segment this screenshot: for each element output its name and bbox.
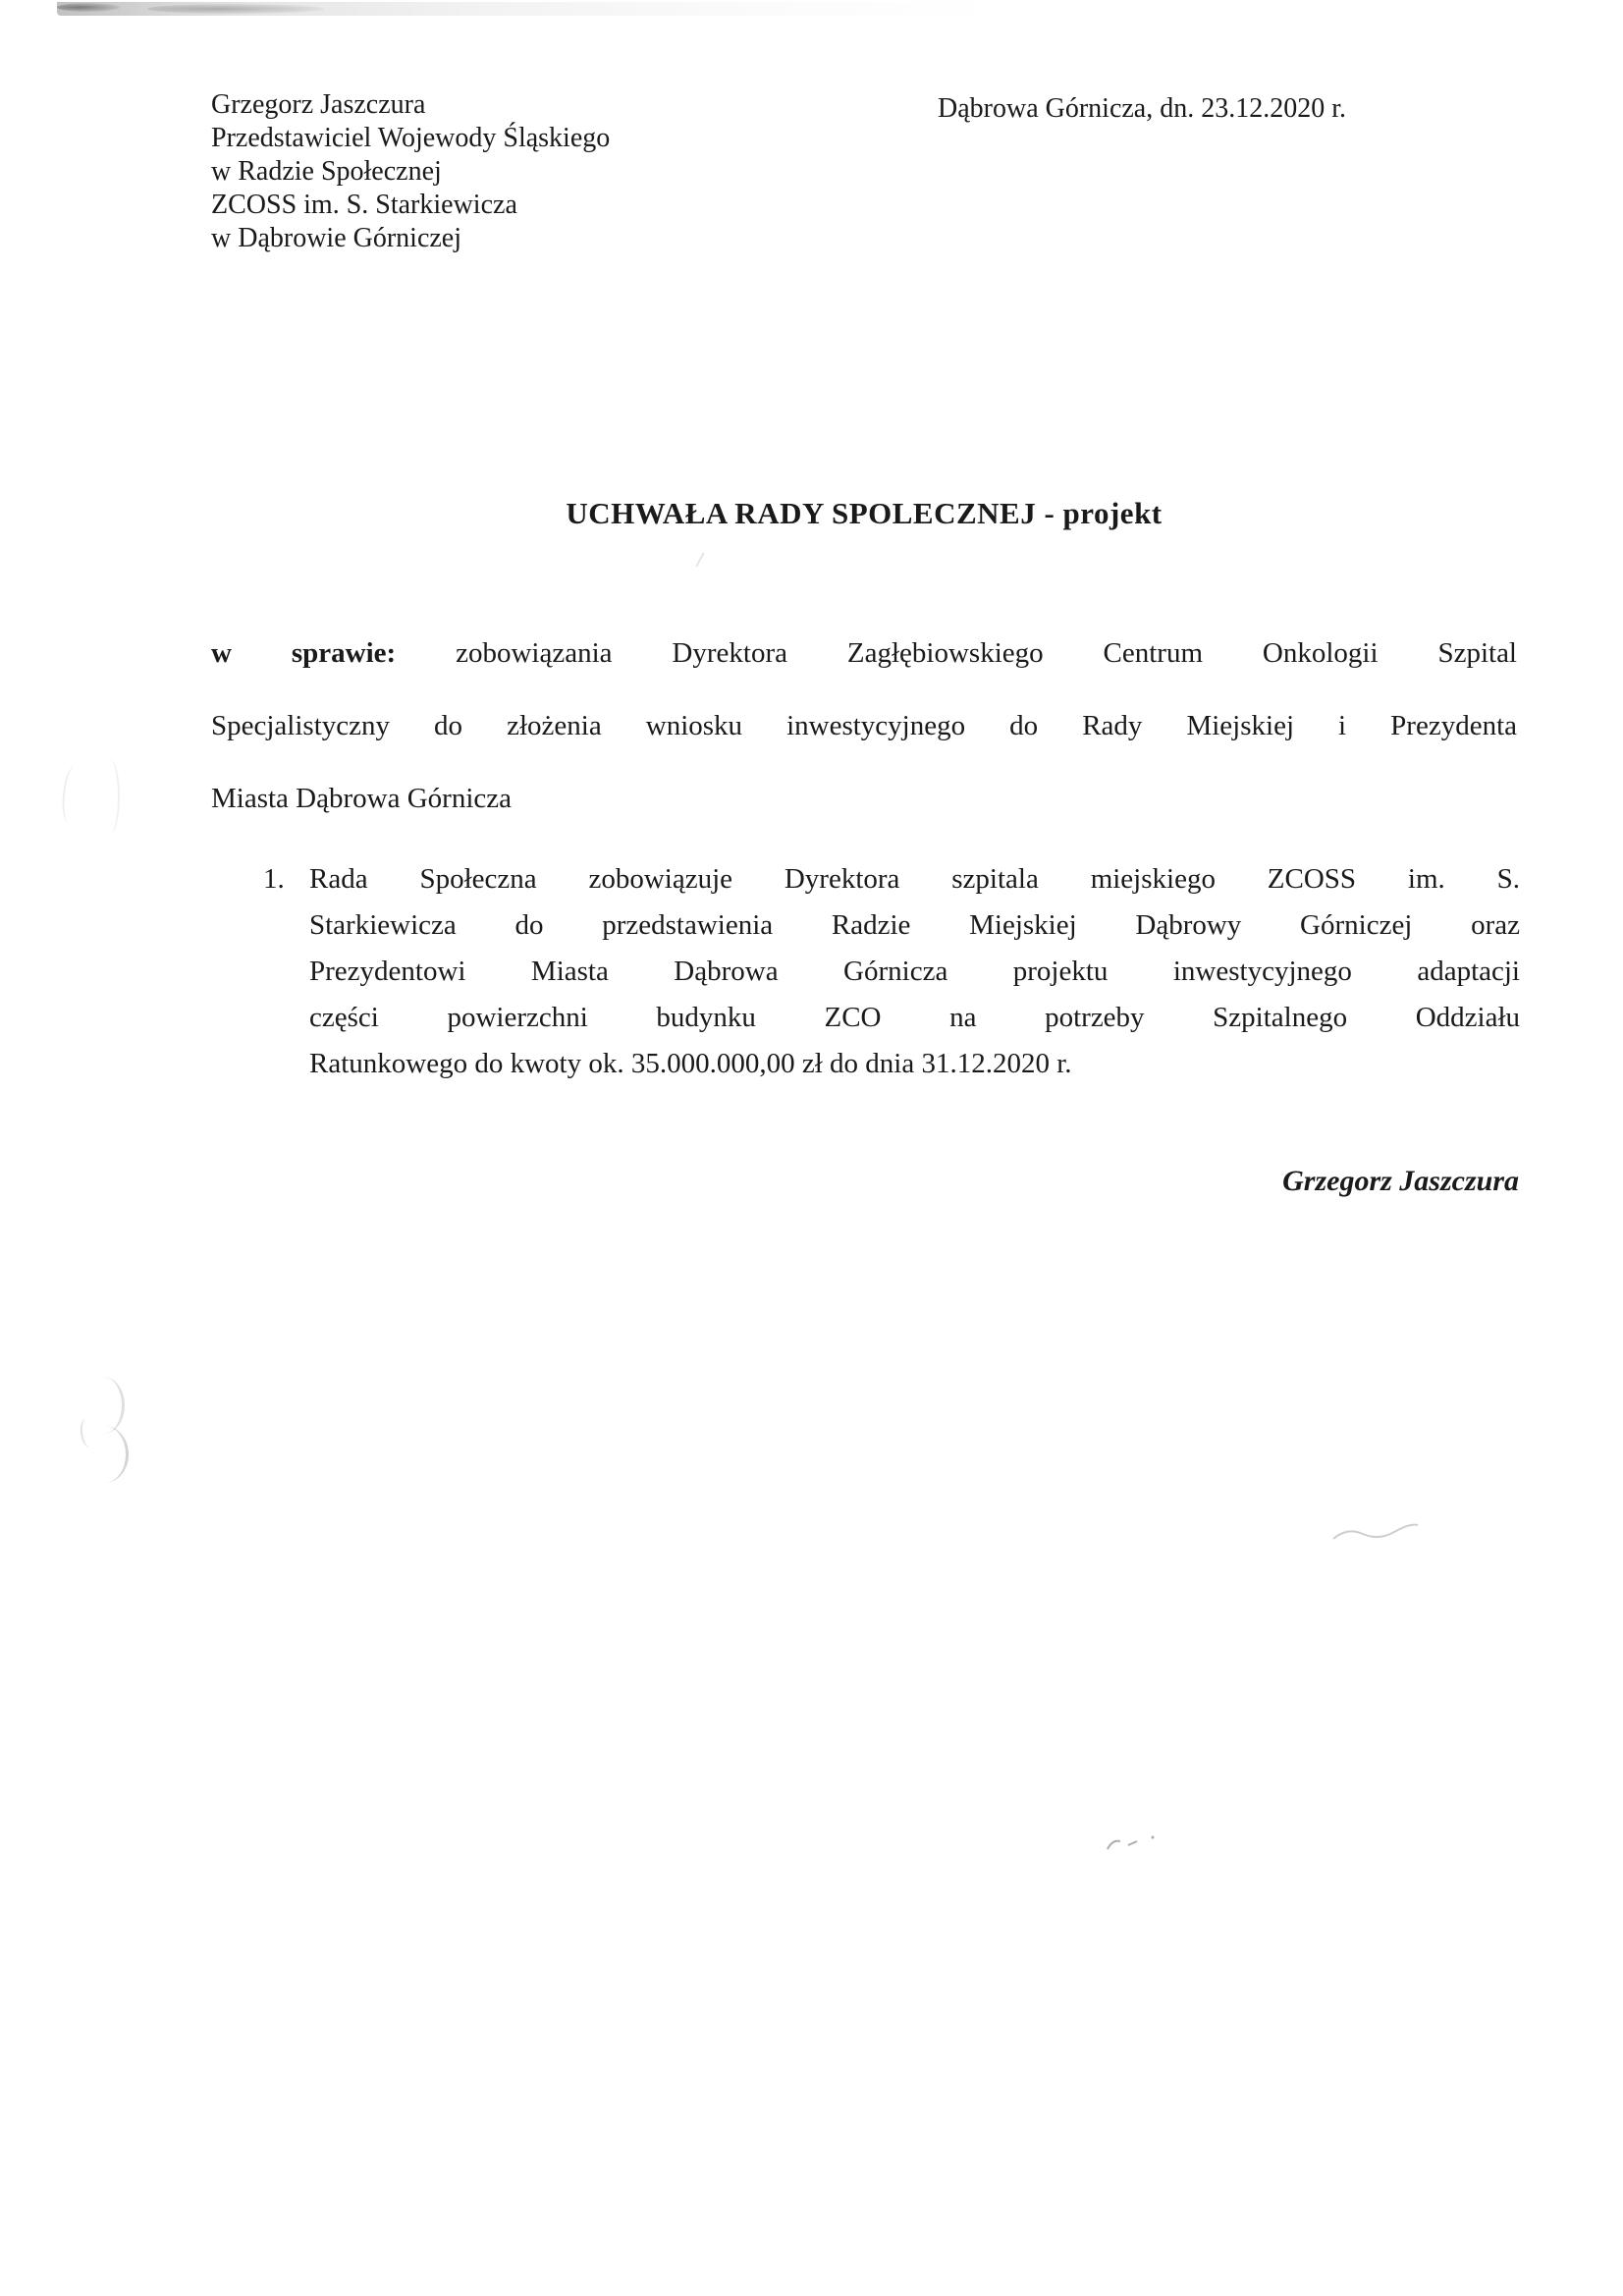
sender-org-line: ZCOSS im. S. Starkiewicza	[211, 190, 517, 220]
subject-line	[211, 617, 1517, 689]
resolution-item	[263, 856, 1520, 1087]
subject-label: w sprawie:	[211, 637, 397, 669]
resolution-line: części powierzchni budynku ZCO na potrzeby Szpitalnego Oddziału	[309, 1002, 1520, 1033]
sender-org-line: w Radzie Społecznej	[211, 156, 442, 187]
sender-role: Przedstawiciel Wojewody Śląskiego	[211, 123, 611, 153]
resolution-line: Ratunkowego do kwoty ok. 35.000.000,00 zł do dnia 31.12.2020 r.	[309, 1048, 1072, 1079]
resolution-text	[309, 856, 1520, 1087]
subject-paragraph	[211, 617, 1517, 835]
sender-org-line: w Dąbrowie Górniczej	[211, 223, 462, 253]
scan-artifact-top-smudge	[57, 2, 1000, 16]
scan-artifact-pen-marks	[1098, 1831, 1168, 1856]
scan-artifact-margin-curl	[94, 1426, 129, 1483]
scan-artifact-squiggle	[1327, 1517, 1426, 1549]
subject-text: zobowiązania Dyrektora Zagłębiowskiego Centrum Onkologii Szpital	[456, 637, 1517, 669]
subject-line: Miasta Dąbrowa Górnicza	[211, 783, 512, 814]
scan-artifact-speck	[695, 552, 704, 567]
scan-artifact-margin-mark	[60, 765, 83, 824]
subject-line: Specjalistyczny do złożenia wniosku inwestycyjnego do Rady Miejskiej i Prezydenta	[211, 710, 1517, 741]
place-date-line: Dąbrowa Górnicza, dn. 23.12.2020 r.	[938, 93, 1347, 124]
resolution-line: Rada Społeczna zobowiązuje Dyrektora szpitala miejskiego ZCOSS im. S.	[309, 863, 1520, 895]
sender-name: Grzegorz Jaszczura	[211, 89, 426, 120]
signature: Grzegorz Jaszczura	[1282, 1165, 1519, 1197]
resolution-line: Starkiewicza do przedstawienia Radzie Miejskiej Dąbrowy Górniczej oraz	[309, 909, 1520, 941]
document-title: UCHWAŁA RADY SPOLECZNEJ - projekt	[566, 496, 1163, 530]
sender-block	[211, 88, 610, 255]
resolution-line: Prezydentowi Miasta Dąbrowa Górnicza projektu inwestycyjnego adaptacji	[309, 956, 1520, 987]
list-number: 1.	[263, 863, 285, 895]
scan-artifact-margin-mark	[98, 758, 120, 835]
